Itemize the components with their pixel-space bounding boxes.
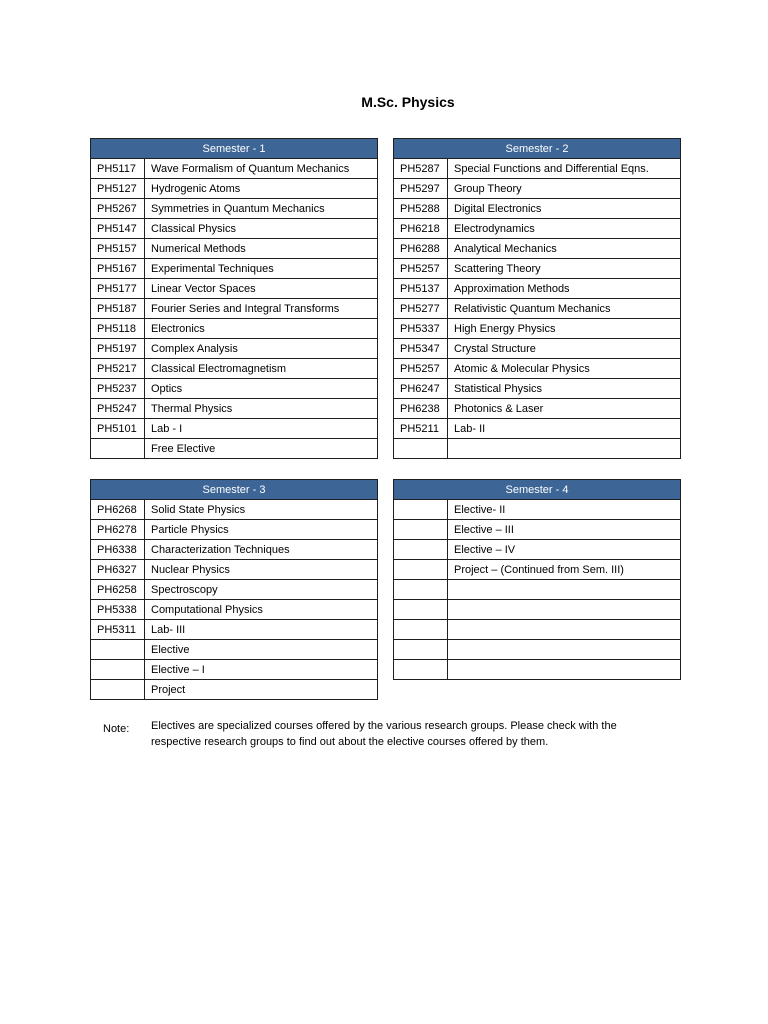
course-name: Elective – IV	[448, 540, 681, 560]
course-row	[91, 379, 378, 399]
course-name: Experimental Techniques	[145, 259, 378, 279]
course-code: PH5137	[394, 279, 448, 299]
course-row	[394, 159, 681, 179]
course-row	[394, 279, 681, 299]
course-name: Elective – III	[448, 520, 681, 540]
course-row	[91, 500, 378, 520]
semester-1-table	[90, 138, 378, 459]
course-code	[394, 540, 448, 560]
course-code: PH5101	[91, 419, 145, 439]
course-row	[91, 359, 378, 379]
course-code	[394, 500, 448, 520]
course-name	[448, 620, 681, 640]
course-name: Symmetries in Quantum Mechanics	[145, 199, 378, 219]
course-name: Atomic & Molecular Physics	[448, 359, 681, 379]
course-code: PH5127	[91, 179, 145, 199]
course-code: PH6327	[91, 560, 145, 580]
course-name: Lab- II	[448, 419, 681, 439]
course-row	[394, 359, 681, 379]
course-name: Digital Electronics	[448, 199, 681, 219]
course-row	[91, 279, 378, 299]
course-row	[91, 259, 378, 279]
course-row	[91, 540, 378, 560]
course-row	[91, 660, 378, 680]
course-name: Electrodynamics	[448, 219, 681, 239]
course-row	[394, 660, 681, 680]
course-code	[394, 560, 448, 580]
course-name: Scattering Theory	[448, 259, 681, 279]
course-name: Hydrogenic Atoms	[145, 179, 378, 199]
course-code: PH5187	[91, 299, 145, 319]
course-name: Project – (Continued from Sem. III)	[448, 560, 681, 580]
course-row	[91, 439, 378, 459]
course-name: Wave Formalism of Quantum Mechanics	[145, 159, 378, 179]
course-row	[91, 319, 378, 339]
course-row	[91, 680, 378, 700]
course-name: Elective	[145, 640, 378, 660]
course-code: PH5288	[394, 199, 448, 219]
course-name: Statistical Physics	[448, 379, 681, 399]
course-code: PH5197	[91, 339, 145, 359]
course-row	[394, 399, 681, 419]
course-row	[91, 219, 378, 239]
course-name: Numerical Methods	[145, 239, 378, 259]
course-name: Complex Analysis	[145, 339, 378, 359]
course-name: Group Theory	[448, 179, 681, 199]
course-code: PH6238	[394, 399, 448, 419]
course-name: Optics	[145, 379, 378, 399]
semester-header: Semester - 2	[394, 139, 681, 159]
course-row	[91, 580, 378, 600]
course-code: PH5167	[91, 259, 145, 279]
course-code	[394, 660, 448, 680]
course-code	[91, 439, 145, 459]
course-name: Nuclear Physics	[145, 560, 378, 580]
course-name: Project	[145, 680, 378, 700]
course-row	[91, 620, 378, 640]
course-name: Fourier Series and Integral Transforms	[145, 299, 378, 319]
semester-header: Semester - 3	[91, 480, 378, 500]
course-code	[394, 439, 448, 459]
course-row	[394, 600, 681, 620]
course-name	[448, 580, 681, 600]
course-row	[91, 299, 378, 319]
course-code: PH5347	[394, 339, 448, 359]
course-row	[394, 219, 681, 239]
semester-header: Semester - 4	[394, 480, 681, 500]
course-name	[448, 660, 681, 680]
course-name: Solid State Physics	[145, 500, 378, 520]
course-row	[91, 560, 378, 580]
course-name	[448, 640, 681, 660]
note-text-line: respective research groups to find out about the elective courses offered by them.	[151, 736, 549, 748]
course-code: PH6218	[394, 219, 448, 239]
course-code: PH5118	[91, 319, 145, 339]
course-name: Approximation Methods	[448, 279, 681, 299]
course-name: Elective- II	[448, 500, 681, 520]
course-code: PH5311	[91, 620, 145, 640]
course-row	[91, 600, 378, 620]
course-code	[394, 580, 448, 600]
course-name: Particle Physics	[145, 520, 378, 540]
course-row	[394, 500, 681, 520]
course-code	[91, 680, 145, 700]
course-name: Analytical Mechanics	[448, 239, 681, 259]
course-row	[394, 239, 681, 259]
course-row	[394, 620, 681, 640]
course-name: Classical Electromagnetism	[145, 359, 378, 379]
course-name: Lab - I	[145, 419, 378, 439]
course-name: Characterization Techniques	[145, 540, 378, 560]
course-code	[91, 660, 145, 680]
course-code: PH5257	[394, 259, 448, 279]
note-label: Note:	[103, 723, 130, 735]
course-code: PH6258	[91, 580, 145, 600]
page-title: M.Sc. Physics	[361, 94, 455, 110]
course-code: PH5177	[91, 279, 145, 299]
course-name: Relativistic Quantum Mechanics	[448, 299, 681, 319]
course-code: PH5157	[91, 239, 145, 259]
course-row	[394, 439, 681, 459]
course-code: PH5117	[91, 159, 145, 179]
course-row	[91, 520, 378, 540]
course-row	[394, 580, 681, 600]
course-row	[91, 640, 378, 660]
course-row	[394, 379, 681, 399]
course-name: Computational Physics	[145, 600, 378, 620]
course-row	[91, 399, 378, 419]
semester-2-table	[393, 138, 681, 459]
course-row	[394, 560, 681, 580]
course-row	[394, 179, 681, 199]
course-name: Crystal Structure	[448, 339, 681, 359]
course-code: PH6288	[394, 239, 448, 259]
course-row	[91, 339, 378, 359]
course-code: PH5267	[91, 199, 145, 219]
course-code: PH5257	[394, 359, 448, 379]
course-code	[394, 600, 448, 620]
course-code: PH5338	[91, 600, 145, 620]
semester-3-table	[90, 479, 378, 700]
course-name: High Energy Physics	[448, 319, 681, 339]
course-name: Special Functions and Differential Eqns.	[448, 159, 681, 179]
course-row	[394, 319, 681, 339]
course-row	[394, 640, 681, 660]
course-code	[394, 640, 448, 660]
course-code: PH5217	[91, 359, 145, 379]
semester-header: Semester - 1	[91, 139, 378, 159]
course-name: Photonics & Laser	[448, 399, 681, 419]
course-row	[394, 419, 681, 439]
course-code: PH5147	[91, 219, 145, 239]
course-code	[91, 640, 145, 660]
course-row	[91, 239, 378, 259]
course-row	[394, 299, 681, 319]
course-row	[394, 339, 681, 359]
course-name: Linear Vector Spaces	[145, 279, 378, 299]
course-row	[394, 259, 681, 279]
course-name: Free Elective	[145, 439, 378, 459]
course-code	[394, 620, 448, 640]
course-row	[394, 540, 681, 560]
course-name: Electronics	[145, 319, 378, 339]
course-code: PH6268	[91, 500, 145, 520]
course-row	[91, 159, 378, 179]
course-code: PH5247	[91, 399, 145, 419]
course-code: PH6338	[91, 540, 145, 560]
course-row	[91, 419, 378, 439]
course-name: Spectroscopy	[145, 580, 378, 600]
course-row	[91, 199, 378, 219]
course-row	[394, 199, 681, 219]
course-code: PH5337	[394, 319, 448, 339]
course-name	[448, 439, 681, 459]
semester-4-table	[393, 479, 681, 680]
course-code: PH5297	[394, 179, 448, 199]
course-code: PH6278	[91, 520, 145, 540]
course-code	[394, 520, 448, 540]
course-name: Thermal Physics	[145, 399, 378, 419]
course-code: PH5277	[394, 299, 448, 319]
course-name: Classical Physics	[145, 219, 378, 239]
course-name	[448, 600, 681, 620]
course-row	[394, 520, 681, 540]
course-code: PH5287	[394, 159, 448, 179]
course-row	[91, 179, 378, 199]
course-code: PH5237	[91, 379, 145, 399]
course-name: Lab- III	[145, 620, 378, 640]
course-code: PH6247	[394, 379, 448, 399]
course-name: Elective – I	[145, 660, 378, 680]
course-code: PH5211	[394, 419, 448, 439]
note-text	[151, 718, 651, 750]
note-text-line: Electives are specialized courses offered by the various research groups. Please check with the	[151, 720, 617, 732]
